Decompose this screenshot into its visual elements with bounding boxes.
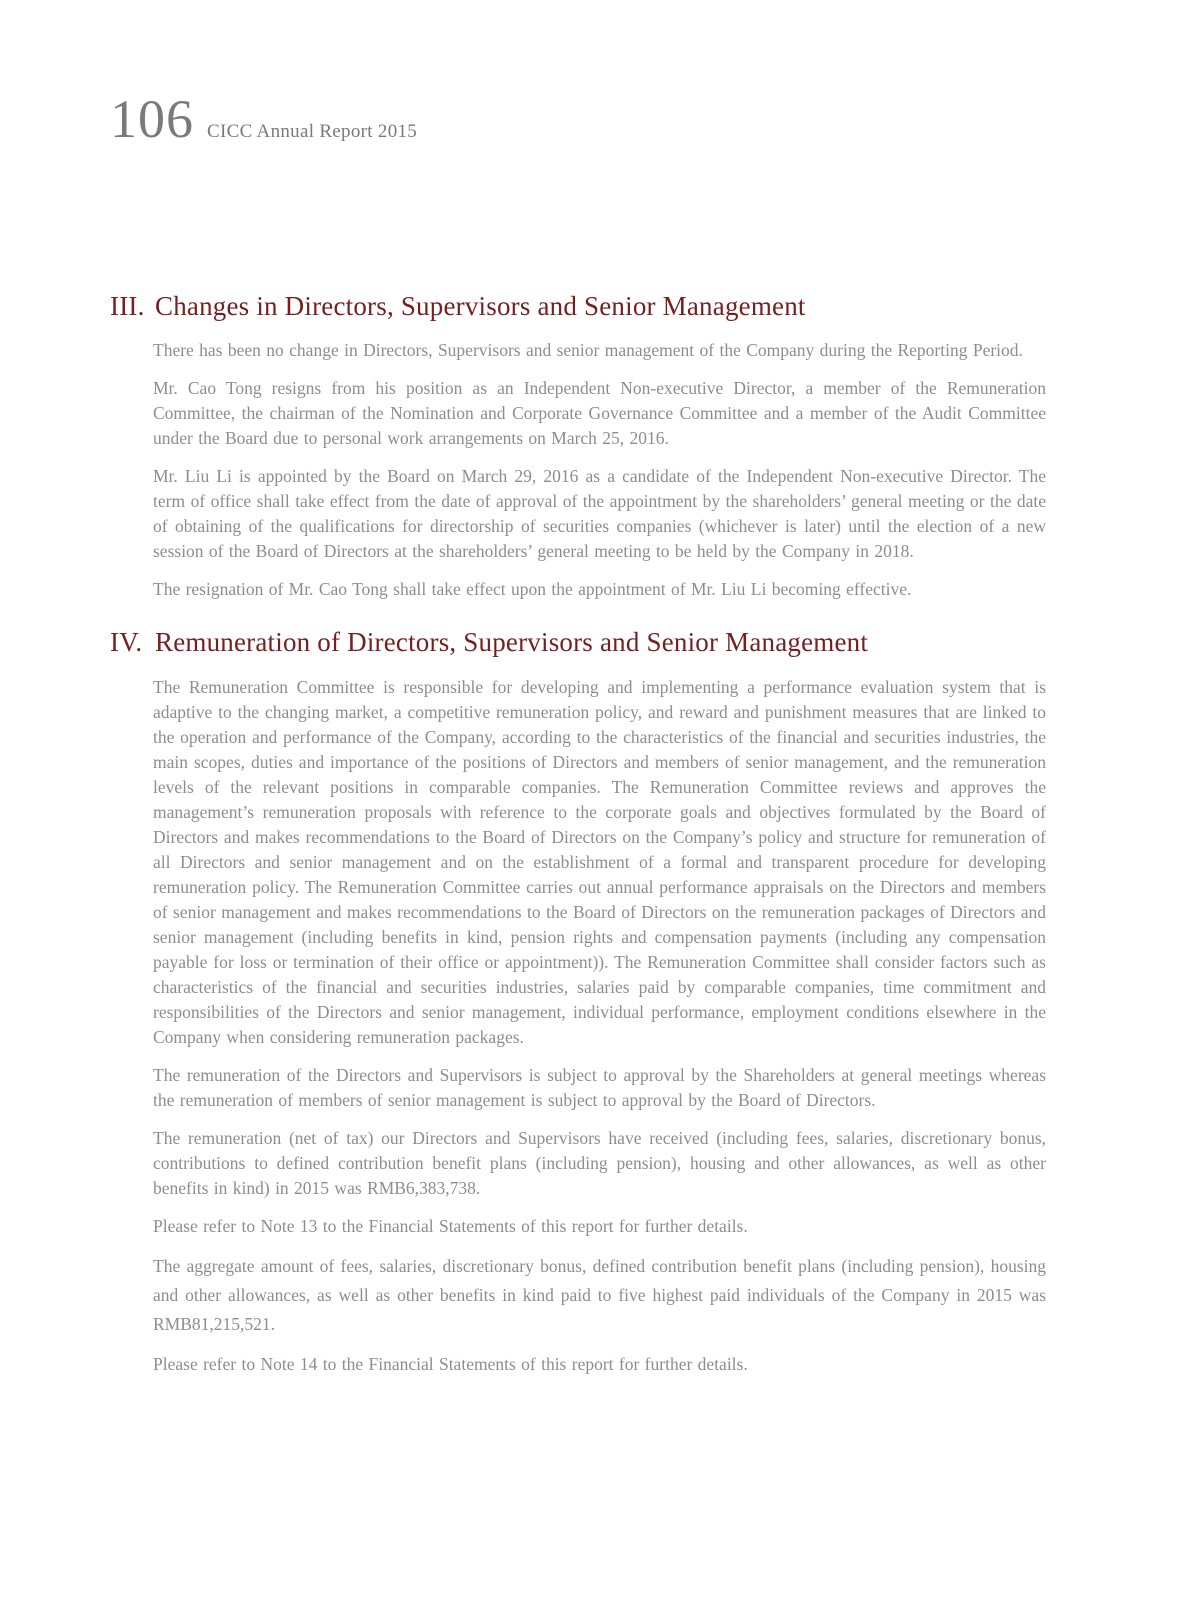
paragraph: The Remuneration Committee is responsible for developing and implementing a performance evaluation system that is adaptive to the changing market, a competitive remuneration policy, and reward and punishment measures that are linked to the operation and performance of the Company, according to the characteristics of the financial and securities industries, the main scopes, duties and importance of the positions of Directors and members of senior management, and the remuneration levels of the relevant positions in comparable companies. The Remuneration Committee reviews and approves the management’s remuneration proposals with reference to the corporate goals and objectives formulated by the Board of Directors and makes recommendations to the Board of Directors on the Company’s policy and structure for remuneration of all Directors and senior management and on the establishment of a formal and transparent procedure for developing remuneration policy. The Remuneration Committee carries out annual performance appraisals on the Directors and members of senior management and makes recommendations to the Board of Directors on the remuneration packages of Directors and senior management (including benefits in kind, pension rights and compensation payments (including any compensation payable for loss or termination of their office or appointment)). The Remuneration Committee shall consider factors such as characteristics of the financial and securities industries, salaries paid by comparable companies, time commitment and responsibilities of the Directors and senior management, individual performance, employment conditions elsewhere in the Company when considering remuneration packages. [153,676,1046,1047]
paragraph: Please refer to Note 14 to the Financial Statements of this report for further details. [153,1353,748,1374]
report-title: CICC Annual Report 2015 [207,121,418,142]
section-number: IV. [110,627,143,658]
section-changes-in-directors [110,290,1046,602]
paragraph: The aggregate amount of fees, salaries, discretionary bonus, defined contribution benefit plans (including pension), housing and other allowances, as well as other benefits in kind paid to five highest paid individuals of the Company in 2015 was RMB81,215,521. [153,1255,1046,1334]
paragraph: The remuneration (net of tax) our Directors and Supervisors have received (including fees, salaries, discretionary bonus, contributions to defined contribution benefit plans (including pension), housing and other allowances, as well as other benefits in kind) in 2015 was RMB6,383,738. [153,1127,1046,1198]
paragraph: The remuneration of the Directors and Supervisors is subject to approval by the Shareholders at general meetings whereas the remuneration of members of senior management is subject to approval by the Board of Directors. [153,1064,1046,1110]
page-number: 106 [110,89,194,149]
section-number: III. [110,291,145,321]
section-heading [110,290,1046,322]
paragraph: Please refer to Note 13 to the Financial Statements of this report for further details. [153,1215,748,1236]
page-header [110,89,418,149]
paragraph: Mr. Liu Li is appointed by the Board on March 29, 2016 as a candidate of the Independent Non-executive Director. The term of office shall take effect from the date of approval of the appointment by the shareholders’ general meeting or the date of obtaining of the qualifications for directorship of securities companies (whichever is later) until the election of a new session of the Board of Directors at the shareholders’ general meeting to be held by the Company in 2018. [153,466,1046,562]
section-title: Changes in Directors, Supervisors and Senior Management [155,291,806,321]
section-remuneration [110,626,1046,1376]
paragraph: The resignation of Mr. Cao Tong shall take effect upon the appointment of Mr. Liu Li becoming effective. [153,579,912,600]
document-content [110,290,1046,1390]
paragraph: There has been no change in Directors, Supervisors and senior management of the Company during the Reporting Period. [153,340,1023,361]
section-heading [110,626,1046,658]
section-title: Remuneration of Directors, Supervisors and Senior Management [155,627,869,658]
paragraph: Mr. Cao Tong resigns from his position as an Independent Non-executive Director, a member of the Remuneration Committee, the chairman of the Nomination and Corporate Governance Committee and a member of the Audit Committee under the Board due to personal work arrangements on March 25, 2016. [153,378,1046,449]
